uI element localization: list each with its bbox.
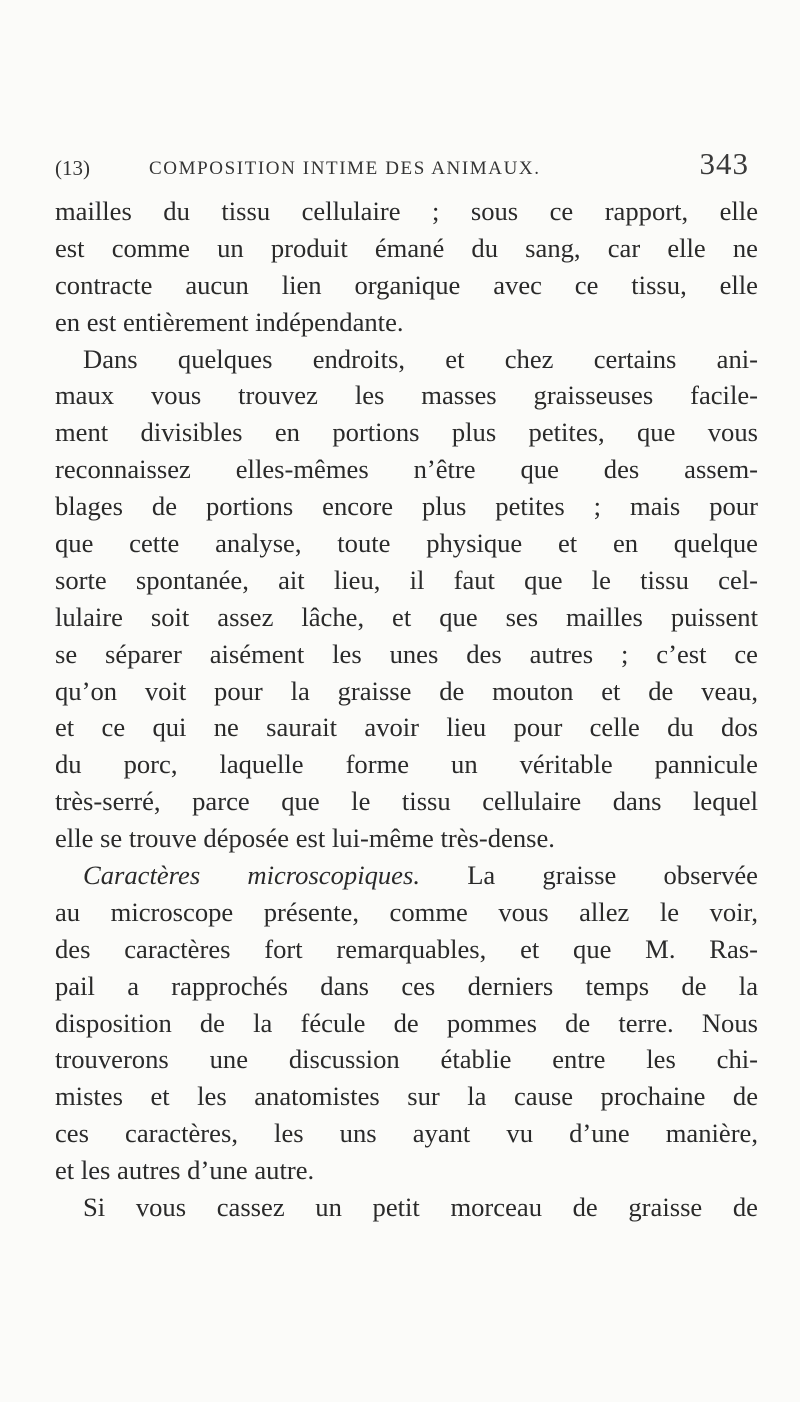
page-number: 343 [699,146,749,181]
text-line: trouverons une discussion établie entre les chi- [55,1044,758,1075]
text-line: elle se trouve déposée est lui-même très-dense. [55,823,555,854]
text-line: qu’on voit pour la graisse de mouton et de veau, [55,675,758,706]
text-line: ment divisibles en portions plus petites, que vous [55,417,758,448]
text-line: ces caractères, les uns ayant vu d’une manière, [55,1118,758,1149]
text-line: Si vous cassez un petit morceau de graisse de [83,1192,758,1223]
text-line: mistes et les anatomistes sur la cause prochaine de [55,1081,758,1112]
folio-mark: (13) [55,156,90,180]
text-line: blages de portions encore plus petites ; mais pour [55,491,758,522]
text-line: très-serré, parce que le tissu cellulaire dans lequel [55,786,758,817]
text-line: et ce qui ne saurait avoir lieu pour celle du dos [55,712,758,743]
text-line: du porc, laquelle forme un véritable pannicule [55,749,758,780]
text-line: au microscope présente, comme vous allez le voir, [55,896,758,927]
text-line: lulaire soit assez lâche, et que ses mailles puissent [55,601,758,632]
text-line: pail a rapprochés dans ces derniers temps de la [55,970,758,1001]
text-line: disposition de la fécule de pommes de terre. Nous [55,1007,758,1038]
text-line: des caractères fort remarquables, et que M. Ras- [55,933,758,964]
text-line: et les autres d’une autre. [55,1155,315,1186]
text-line: contracte aucun lien organique avec ce tissu, elle [55,269,758,300]
text-line: mailles du tissu cellulaire ; sous ce rapport, elle [55,196,758,226]
running-title: COMPOSITION INTIME DES ANIMAUX. [149,158,541,179]
text-line: que cette analyse, toute physique et en quelque [55,528,758,559]
text-line: est comme un produit émané du sang, car elle ne [55,232,758,263]
text-line: en est entièrement indépendante. [55,306,404,337]
body-text [55,193,758,1226]
text-line: reconnaissez elles-mêmes n’être que des assem- [55,454,758,485]
running-header [55,148,755,188]
text-line: se séparer aisément les unes des autres ; c’est ce [55,638,758,669]
text-line: sorte spontanée, ait lieu, il faut que le tissu cel- [55,564,758,595]
text-line: maux vous trouvez les masses graisseuses facile- [55,380,758,411]
text-line: Dans quelques endroits, et chez certains ani- [83,343,758,374]
text-fragment: La graisse observée [467,860,758,891]
section-heading: Caractères microscopiques. [83,860,420,891]
section-line [55,857,758,894]
